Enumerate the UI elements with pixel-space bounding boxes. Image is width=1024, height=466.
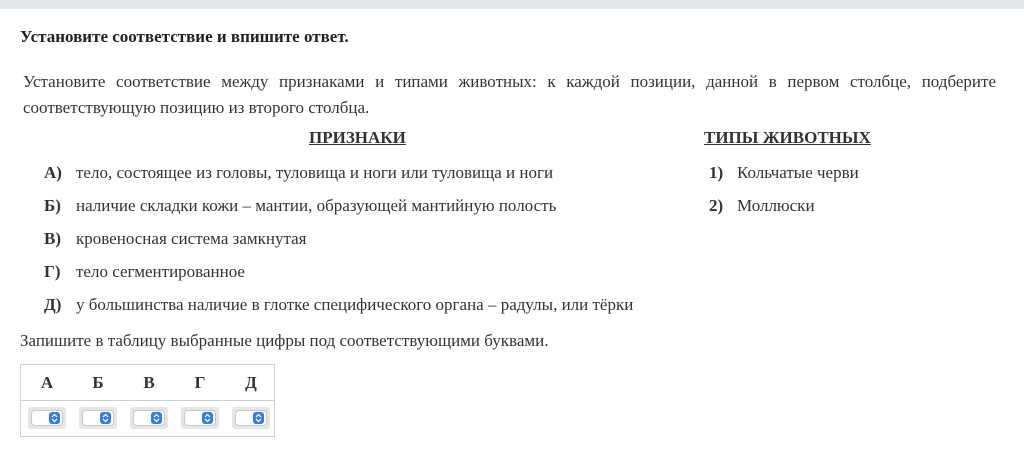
answer-select-a[interactable] (28, 407, 66, 429)
feature-letter: А) (44, 163, 62, 182)
type-text: Кольчатые черви (737, 163, 859, 182)
chevron-updown-icon (49, 412, 60, 424)
answer-column-letter: А (40, 373, 54, 392)
chevron-updown-icon (202, 412, 213, 424)
select-box[interactable] (82, 410, 114, 426)
answer-column-letter: Б (92, 373, 104, 392)
feature-text: кровеносная система замкнутая (76, 229, 307, 248)
answer-table (20, 364, 275, 437)
top-bar (0, 0, 1024, 9)
feature-letter: Г) (44, 262, 61, 281)
chevron-updown-icon (100, 412, 111, 424)
select-box[interactable] (184, 410, 216, 426)
answer-select-v[interactable] (130, 407, 168, 429)
answer-instruction: Запишите в таблицу выбранные цифры под соответствующими буквами. (20, 331, 549, 350)
select-box[interactable] (31, 410, 63, 426)
select-box[interactable] (133, 410, 165, 426)
type-number: 2) (709, 196, 724, 215)
feature-text: у большинства наличие в глотке специфического органа – радулы, или тёрки (76, 295, 634, 314)
answer-column-letter: Г (194, 373, 206, 392)
features-header: ПРИЗНАКИ (309, 128, 406, 147)
answer-column-letter: Д (245, 373, 257, 392)
feature-letter: Б) (44, 196, 61, 215)
answer-select-b[interactable] (79, 407, 117, 429)
task-title: Установите соответствие и впишите ответ. (20, 27, 349, 46)
type-text: Моллюски (737, 196, 815, 215)
chevron-updown-icon (151, 412, 162, 424)
select-box[interactable] (235, 410, 267, 426)
answer-column-letter: В (143, 373, 155, 392)
feature-text: тело, состоящее из головы, туловища и ноги или туловища и ноги (76, 163, 554, 182)
feature-text: наличие складки кожи – мантии, образующей мантийную полость (76, 196, 557, 215)
chevron-updown-icon (253, 412, 264, 424)
table-divider (21, 400, 274, 401)
type-number: 1) (709, 163, 724, 182)
task-intro: Установите соответствие между признаками и типами животных: к каждой позиции, данной в первом столбце, подберите соответствующую позицию из второго столбца. (23, 72, 996, 117)
answer-select-d[interactable] (232, 407, 270, 429)
feature-letter: Д) (44, 295, 62, 314)
types-header: ТИПЫ ЖИВОТНЫХ (704, 128, 871, 147)
feature-letter: В) (44, 229, 61, 248)
answer-select-g[interactable] (181, 407, 219, 429)
feature-text: тело сегментированное (76, 262, 245, 281)
